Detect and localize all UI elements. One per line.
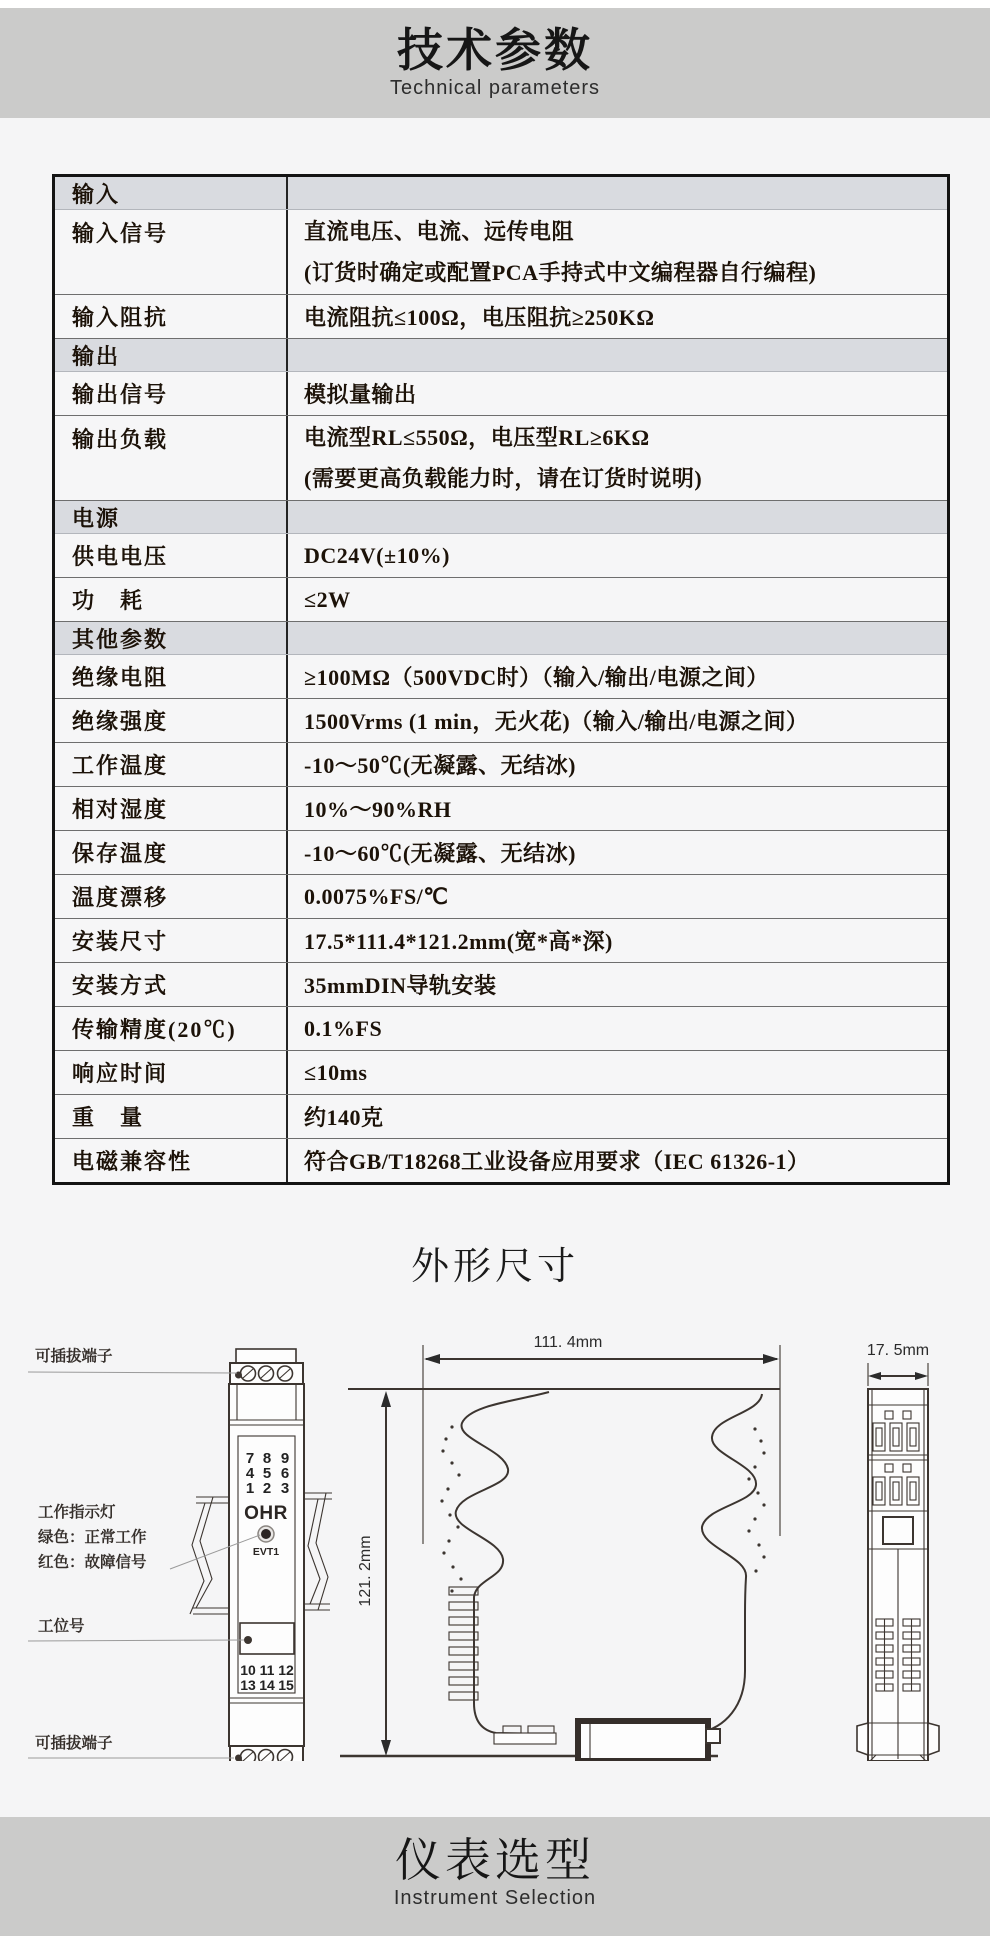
row-label: 响应时间	[55, 1051, 288, 1094]
row-value: 0.0075%FS/℃	[304, 883, 449, 909]
terminal-number: 4	[245, 1465, 255, 1482]
row-value-line2: (订货时确定或配置PCA手持式中文编程器自行编程)	[304, 260, 817, 285]
spec-table	[52, 174, 950, 1185]
table-row	[55, 372, 947, 416]
row-value-line1: 直流电压、电流、远传电阻	[304, 219, 575, 244]
row-label: 工作温度	[55, 743, 288, 786]
pluggable-terminal-top-label: 可插拔端子	[35, 1348, 113, 1365]
terminal-numbers-top	[246, 1450, 289, 1497]
terminal-number: 12	[278, 1662, 294, 1678]
section-label: 输入	[55, 177, 288, 209]
row-value: 约140克	[304, 1105, 384, 1130]
front-view	[28, 1346, 332, 1761]
table-section-row	[55, 622, 947, 655]
row-value: ≤10ms	[304, 1059, 368, 1085]
row-value: ≥100MΩ（500VDC时）（输入/输出/电源之间）	[304, 665, 769, 690]
footer-title: 仪表选型	[395, 1834, 595, 1886]
side-profile-right	[656, 1394, 762, 1734]
width-dimension-label: 111. 4mm	[533, 1334, 603, 1351]
row-value: 1500Vrms (1 min，无火花)（输入/输出/电源之间）	[304, 709, 809, 734]
bottom-white-strip	[0, 1936, 990, 1942]
end-view	[857, 1342, 939, 1761]
table-row	[55, 416, 947, 501]
terminal-number: 10	[240, 1662, 256, 1678]
terminal-number: 13	[240, 1677, 256, 1693]
row-value: -10～50℃(无凝露、无结冰)	[304, 753, 576, 778]
row-label: 绝缘强度	[55, 699, 288, 742]
row-label: 传输精度(20℃)	[55, 1007, 288, 1050]
row-label: 供电电压	[55, 534, 288, 577]
table-section-row	[55, 501, 947, 534]
section-label: 其他参数	[55, 622, 288, 654]
terminal-number: 11	[259, 1662, 275, 1678]
footer-subtitle: Instrument Selection	[393, 1887, 597, 1909]
terminal-number: 15	[278, 1677, 294, 1693]
module-top-terminals	[230, 1363, 303, 1384]
row-value	[288, 417, 947, 499]
row-value	[288, 211, 947, 293]
station-label: 工位号	[38, 1618, 85, 1635]
row-value: 模拟量输出	[304, 382, 417, 407]
indicator-label-line3: 红色：故障信号	[38, 1554, 147, 1571]
row-label: 安装尺寸	[55, 919, 288, 962]
table-section-row	[55, 177, 947, 210]
table-row	[55, 831, 947, 875]
table-row	[55, 1139, 947, 1182]
row-value: ≤2W	[304, 586, 351, 612]
table-row	[55, 1051, 947, 1095]
row-value: -10～60℃(无凝露、无结冰)	[304, 841, 576, 866]
terminal-number: 1	[245, 1480, 255, 1497]
page-subtitle: Technical parameters	[389, 77, 601, 99]
width-dimension	[423, 1334, 780, 1544]
section-label: 输出	[55, 339, 288, 371]
indicator-label-line2: 绿色：正常工作	[38, 1529, 147, 1546]
row-label: 相对湿度	[55, 787, 288, 830]
table-row	[55, 534, 947, 578]
table-row	[55, 875, 947, 919]
indicator-label-line1: 工作指示灯	[38, 1504, 116, 1521]
din-rail-cross-section	[578, 1721, 720, 1761]
row-value-line2: (需要更高负载能力时，请在订货时说明)	[304, 466, 703, 491]
table-row	[55, 655, 947, 699]
top-white-strip	[0, 0, 990, 8]
terminal-number: 7	[245, 1450, 255, 1467]
module-top-cap	[236, 1349, 296, 1363]
row-value: DC24V(±10%)	[304, 542, 450, 568]
terminal-number: 3	[280, 1480, 290, 1497]
row-label: 输入信号	[55, 210, 288, 294]
din-rail-break-right	[304, 1493, 332, 1610]
height-dimension-label: 121. 2mm	[357, 1535, 374, 1607]
table-row	[55, 578, 947, 622]
terminal-number: 14	[259, 1677, 275, 1693]
table-row	[55, 210, 947, 295]
row-label: 重 量	[55, 1095, 288, 1138]
row-label: 安装方式	[55, 963, 288, 1006]
station-number-box	[240, 1623, 294, 1654]
row-label: 输出信号	[55, 372, 288, 415]
depth-dimension	[867, 1342, 929, 1386]
row-label: 绝缘电阻	[55, 655, 288, 698]
depth-dimension-label: 17. 5mm	[866, 1342, 930, 1359]
table-row	[55, 963, 947, 1007]
side-view	[340, 1334, 780, 1761]
din-rail-break-left	[190, 1497, 229, 1614]
side-profile-left	[456, 1392, 552, 1734]
table-row	[55, 787, 947, 831]
row-label: 保存温度	[55, 831, 288, 874]
row-label: 温度漂移	[55, 875, 288, 918]
header-band	[0, 8, 990, 118]
terminal-number: 9	[280, 1450, 290, 1467]
row-label: 电磁兼容性	[55, 1139, 288, 1182]
row-label: 输出负载	[55, 416, 288, 500]
section-label: 电源	[55, 501, 288, 533]
module-bottom-terminals	[230, 1746, 303, 1761]
row-value: 电流阻抗≤100Ω，电压阻抗≥250KΩ	[304, 305, 655, 330]
row-value: 35mmDIN导轨安装	[304, 973, 497, 998]
dimension-drawing	[0, 1331, 990, 1761]
row-value: 符合GB/T18268工业设备应用要求（IEC 61326-1）	[304, 1149, 810, 1174]
terminal-numbers-bottom	[240, 1662, 294, 1693]
terminal-number: 8	[262, 1450, 272, 1467]
terminal-number: 6	[280, 1465, 290, 1482]
row-label: 输入阻抗	[55, 295, 288, 338]
row-label: 功 耗	[55, 578, 288, 621]
terminal-number: 5	[262, 1465, 272, 1482]
terminal-number: 2	[262, 1480, 272, 1497]
dimensions-title: 外形尺寸	[410, 1246, 579, 1288]
row-value: 17.5*111.4*121.2mm(宽*高*深)	[304, 929, 613, 954]
table-row	[55, 743, 947, 787]
led-tag: EVT1	[252, 1546, 280, 1558]
table-row	[55, 295, 947, 339]
page-title: 技术参数	[397, 24, 593, 76]
brand-logo: OHR	[244, 1503, 288, 1524]
table-section-row	[55, 339, 947, 372]
din-clip-foot	[494, 1726, 556, 1744]
table-row	[55, 919, 947, 963]
footer-band	[0, 1817, 990, 1936]
row-value: 10%～90%RH	[304, 797, 452, 822]
table-row	[55, 1007, 947, 1051]
row-value-line1: 电流型RL≤550Ω，电压型RL≥6KΩ	[304, 425, 650, 450]
led-indicator	[258, 1526, 274, 1542]
table-row	[55, 699, 947, 743]
table-row	[55, 1095, 947, 1139]
height-dimension	[357, 1391, 391, 1756]
pluggable-terminal-bottom-label: 可插拔端子	[35, 1735, 113, 1752]
row-value: 0.1%FS	[304, 1015, 383, 1041]
